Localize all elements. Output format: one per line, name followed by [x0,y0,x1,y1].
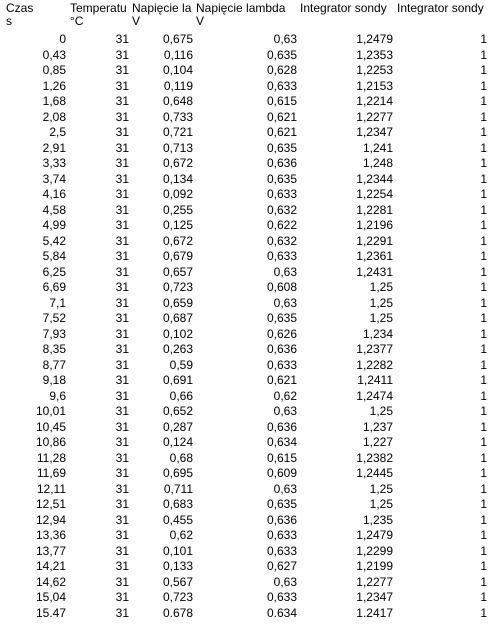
temperature-cell[interactable]: 31 [115,171,129,186]
voltage-la-cell[interactable]: 0,134 [162,171,193,186]
temperature-cell[interactable]: 31 [115,202,129,217]
temperature-cell[interactable]: 31 [115,32,129,46]
table-row [0,249,495,265]
temperature-cell[interactable]: 31 [115,357,129,372]
voltage-lambda-cell[interactable]: 0,615 [266,94,297,108]
voltage-lambda-cell[interactable]: 0,621 [266,125,297,139]
time-cell[interactable]: 11,69 [36,466,66,480]
table-row [0,373,495,389]
integrator-1-cell[interactable]: 1,2479 [356,528,393,542]
table-row [0,280,495,296]
voltage-lambda-cell[interactable]: 0,615 [266,450,297,465]
column-header-temperature-name: Temperatu [70,2,127,15]
integrator-2-cell[interactable]: 1 [480,47,487,62]
voltage-lambda-cell[interactable]: 0,635 [266,47,297,62]
voltage-lambda-cell[interactable]: 0,635 [266,140,297,155]
integrator-1-cell[interactable]: 1,25 [369,280,393,294]
voltage-lambda-cell[interactable]: 0,636 [266,156,297,170]
voltage-lambda-cell[interactable]: 0,634 [266,435,297,449]
integrator-1-cell[interactable]: 1,2253 [356,63,393,77]
table-row [0,513,495,529]
integrator-2-cell[interactable]: 1 [480,404,487,418]
time-cell[interactable]: 12,51 [35,497,66,511]
voltage-la-cell[interactable]: 0,125 [162,218,193,232]
column-header-voltage-lambda-unit: V [196,14,205,28]
temperature-cell[interactable]: 31 [115,233,129,248]
voltage-lambda-cell[interactable]: 0,633 [266,357,297,372]
table-row [0,497,495,513]
voltage-la-cell[interactable]: 0,672 [162,156,193,170]
voltage-la-cell[interactable]: 0,683 [162,497,193,511]
integrator-1-cell[interactable]: 1,2153 [356,78,393,93]
voltage-la-cell[interactable]: 0,119 [163,78,193,93]
integrator-1-cell[interactable]: 1.2417 [356,605,393,620]
voltage-lambda-cell[interactable]: 0,635 [266,311,297,325]
table-row [0,48,495,64]
time-cell[interactable]: 9,18 [42,373,66,387]
table-row [0,203,495,219]
voltage-lambda-cell[interactable]: 0,608 [266,280,297,294]
temperature-cell[interactable]: 31 [115,419,129,434]
voltage-la-cell[interactable]: 0,691 [162,373,193,387]
voltage-lambda-cell[interactable]: 0,633 [266,543,297,558]
integrator-1-cell[interactable]: 1,234 [362,326,393,341]
voltage-la-cell[interactable]: 0,711 [163,481,193,496]
table-row [0,79,495,95]
integrator-2-cell[interactable]: 1 [480,280,487,294]
time-cell[interactable]: 13,36 [35,528,66,542]
integrator-1-cell[interactable]: 1,2199 [356,559,393,573]
time-cell[interactable]: 14,62 [35,574,66,589]
voltage-la-cell[interactable]: 0,287 [162,419,193,434]
voltage-la-cell[interactable]: 0,675 [162,32,193,46]
table-row [0,590,495,606]
temperature-cell[interactable]: 31 [115,388,129,403]
voltage-lambda-cell[interactable]: 0,636 [266,419,297,434]
integrator-2-cell[interactable]: 1 [480,187,487,201]
integrator-2-cell[interactable]: 1 [480,466,487,480]
time-cell[interactable]: 12,11 [36,481,66,496]
voltage-la-cell[interactable]: 0,723 [162,280,193,294]
column-header-integrator-2-name: Integrator sondy [397,2,484,15]
temperature-cell[interactable]: 31 [115,543,129,558]
voltage-lambda-cell[interactable]: 0,622 [266,218,297,232]
voltage-la-cell[interactable]: 0,092 [162,187,193,201]
integrator-1-cell[interactable]: 1,227 [362,435,393,449]
integrator-2-cell[interactable]: 1 [480,140,487,155]
voltage-lambda-cell[interactable]: 0,636 [266,342,297,356]
time-cell[interactable]: 15.47 [35,605,66,620]
voltage-la-cell[interactable]: 0,133 [162,559,193,573]
voltage-lambda-cell[interactable]: 0,63 [273,32,297,46]
voltage-la-cell[interactable]: 0,652 [162,404,193,418]
integrator-1-cell[interactable]: 1,248 [362,156,393,170]
integrator-2-cell[interactable]: 1 [480,32,487,46]
voltage-lambda-cell[interactable]: 0,63 [273,481,297,496]
voltage-la-cell[interactable]: 0,695 [162,466,193,480]
time-cell[interactable]: 10,01 [35,404,66,418]
table-row [0,296,495,312]
time-cell[interactable]: 0 [59,32,66,46]
integrator-1-cell[interactable]: 1,2254 [356,187,393,201]
voltage-la-cell[interactable]: 0,657 [162,264,193,279]
integrator-2-cell[interactable]: 1 [480,559,487,573]
integrator-2-cell[interactable]: 1 [480,373,487,387]
table-row [0,125,495,141]
time-cell[interactable]: 4,16 [42,187,66,201]
voltage-la-cell[interactable]: 0,263 [162,342,193,356]
table-row [0,342,495,358]
voltage-la-cell[interactable]: 0,672 [162,233,193,248]
table-row [0,358,495,374]
voltage-la-cell[interactable]: 0,648 [162,94,193,108]
integrator-2-cell[interactable]: 1 [480,497,487,511]
temperature-cell[interactable]: 31 [115,528,129,542]
voltage-la-cell[interactable]: 0,455 [162,512,193,527]
integrator-2-cell[interactable]: 1 [480,109,487,124]
table-row [0,32,495,48]
integrator-2-cell[interactable]: 1 [480,419,487,434]
voltage-la-cell[interactable]: 0,66 [169,388,193,403]
time-cell[interactable]: 6,25 [42,264,66,279]
time-cell[interactable]: 1,26 [42,78,66,93]
time-cell[interactable]: 10,45 [35,419,66,434]
integrator-1-cell[interactable]: 1,25 [369,481,393,496]
integrator-1-cell[interactable]: 1,2479 [356,32,393,46]
integrator-1-cell[interactable]: 1,2347 [356,125,393,139]
table-row [0,451,495,467]
integrator-2-cell[interactable]: 1 [480,218,487,232]
voltage-la-cell[interactable]: 0,68 [169,450,193,465]
integrator-2-cell[interactable]: 1 [480,342,487,356]
voltage-lambda-cell[interactable]: 0,63 [273,295,297,310]
integrator-2-cell[interactable]: 1 [480,450,487,465]
time-cell[interactable]: 2,91 [42,140,66,155]
integrator-2-cell[interactable]: 1 [480,512,487,527]
integrator-1-cell[interactable]: 1,2445 [356,466,393,480]
integrator-1-cell[interactable]: 1,2214 [356,94,393,108]
table-row [0,606,495,622]
table-row [0,420,495,436]
integrator-1-cell[interactable]: 1,2382 [356,450,393,465]
temperature-cell[interactable]: 31 [115,590,129,604]
temperature-cell[interactable]: 31 [115,605,129,620]
voltage-lambda-cell[interactable]: 0,633 [266,528,297,542]
time-cell[interactable]: 4,58 [42,202,66,217]
time-cell[interactable]: 7,1 [49,295,66,310]
voltage-lambda-cell[interactable]: 0,627 [266,559,297,573]
table-row [0,544,495,560]
voltage-lambda-cell[interactable]: 0,633 [266,249,297,263]
column-header-time-unit: s [6,14,12,28]
table-row [0,141,495,157]
temperature-cell[interactable]: 31 [115,249,129,263]
integrator-2-cell[interactable]: 1 [480,94,487,108]
table-row [0,110,495,126]
column-header-temperature-unit: °C [70,14,84,28]
temperature-cell[interactable]: 31 [115,404,129,418]
time-cell[interactable]: 2,08 [42,109,66,124]
voltage-lambda-cell[interactable]: 0,63 [273,574,297,589]
column-header-voltage-lambda[interactable] [196,2,298,30]
integrator-1-cell[interactable]: 1,237 [362,419,393,434]
time-cell[interactable]: 7,52 [42,311,66,325]
integrator-2-cell[interactable]: 1 [480,156,487,170]
voltage-lambda-cell[interactable]: 0,63 [273,404,297,418]
table-row [0,187,495,203]
integrator-2-cell[interactable]: 1 [480,528,487,542]
table-row [0,327,495,343]
integrator-1-cell[interactable]: 1,2282 [356,357,393,372]
time-cell[interactable]: 10,86 [35,435,66,449]
temperature-cell[interactable]: 31 [115,574,129,589]
temperature-cell[interactable]: 31 [115,140,129,155]
column-header-time-name: Czas [6,2,34,15]
integrator-1-cell[interactable]: 1,2431 [356,264,393,279]
voltage-la-cell[interactable]: 0,124 [162,435,193,449]
time-cell[interactable]: 8,77 [42,357,66,372]
temperature-cell[interactable]: 31 [115,326,129,341]
integrator-2-cell[interactable]: 1 [480,202,487,217]
time-cell[interactable]: 0,43 [42,47,66,62]
table-row [0,575,495,591]
integrator-1-cell[interactable]: 1,25 [369,295,393,310]
temperature-cell[interactable]: 31 [115,47,129,62]
temperature-cell[interactable]: 31 [115,156,129,170]
integrator-2-cell[interactable]: 1 [480,78,487,93]
temperature-cell[interactable]: 31 [115,280,129,294]
temperature-cell[interactable]: 31 [115,94,129,108]
voltage-la-cell[interactable]: 0,687 [162,311,193,325]
voltage-la-cell[interactable]: 0,59 [169,357,193,372]
temperature-cell[interactable]: 31 [115,450,129,465]
temperature-cell[interactable]: 31 [115,497,129,511]
column-header-integrator-1[interactable] [300,2,395,30]
table-row [0,218,495,234]
temperature-cell[interactable]: 31 [115,295,129,310]
temperature-cell[interactable]: 31 [115,342,129,356]
time-cell[interactable]: 13,77 [35,543,66,558]
voltage-lambda-cell[interactable]: 0,633 [266,590,297,604]
voltage-lambda-cell[interactable]: 0,62 [273,388,297,403]
time-cell[interactable]: 12,94 [35,512,66,527]
table-row [0,482,495,498]
integrator-1-cell[interactable]: 1,25 [369,497,393,511]
table-row [0,389,495,405]
integrator-2-cell[interactable]: 1 [480,249,487,263]
integrator-1-cell[interactable]: 1,2474 [356,388,393,403]
time-cell[interactable]: 5,42 [42,233,66,248]
temperature-cell[interactable]: 31 [115,125,129,139]
voltage-lambda-cell[interactable]: 0,632 [266,202,297,217]
table-row [0,404,495,420]
time-cell[interactable]: 2,5 [49,125,66,139]
table-row [0,234,495,250]
integrator-1-cell[interactable]: 1,2291 [356,233,393,248]
voltage-la-cell[interactable]: 0,659 [162,295,193,310]
voltage-lambda-cell[interactable]: 0,633 [266,187,297,201]
temperature-cell[interactable]: 31 [115,373,129,387]
integrator-2-cell[interactable]: 1 [480,435,487,449]
integrator-2-cell[interactable]: 1 [480,326,487,341]
table-row [0,172,495,188]
column-header-time[interactable] [6,2,66,30]
temperature-cell[interactable]: 31 [115,187,129,201]
voltage-lambda-cell[interactable]: 0,621 [266,373,297,387]
time-cell[interactable]: 5,84 [42,249,66,263]
voltage-la-cell[interactable]: 0,255 [162,202,193,217]
temperature-cell[interactable]: 31 [115,264,129,279]
integrator-1-cell[interactable]: 1,2277 [356,574,393,589]
column-header-temperature[interactable] [70,2,130,30]
time-cell[interactable]: 14,21 [35,559,66,573]
time-cell[interactable]: 3,33 [42,156,66,170]
time-cell[interactable]: 15,04 [35,590,66,604]
integrator-2-cell[interactable]: 1 [480,543,487,558]
temperature-cell[interactable]: 31 [115,218,129,232]
voltage-lambda-cell[interactable]: 0,633 [266,78,297,93]
voltage-la-cell[interactable]: 0,62 [169,528,193,542]
table-row [0,63,495,79]
integrator-1-cell[interactable]: 1,2361 [356,249,393,263]
voltage-lambda-cell[interactable]: 0,621 [266,109,297,124]
integrator-1-cell[interactable]: 1,241 [362,140,393,155]
table-row [0,156,495,172]
integrator-1-cell[interactable]: 1,2411 [357,373,393,387]
time-cell[interactable]: 1,68 [42,94,66,108]
temperature-cell[interactable]: 31 [115,512,129,527]
integrator-2-cell[interactable]: 1 [480,388,487,403]
voltage-la-cell[interactable]: 0,721 [162,125,193,139]
time-cell[interactable]: 3,74 [42,171,66,186]
temperature-cell[interactable]: 31 [115,481,129,496]
table-row [0,265,495,281]
integrator-2-cell[interactable]: 1 [480,605,487,620]
integrator-1-cell[interactable]: 1,2353 [356,47,393,62]
integrator-1-cell[interactable]: 1,235 [362,512,393,527]
voltage-la-cell[interactable]: 0,104 [162,63,193,77]
voltage-lambda-cell[interactable]: 0.634 [266,605,297,620]
data-rows [0,32,495,621]
temperature-cell[interactable]: 31 [115,559,129,573]
table-row [0,435,495,451]
column-header-voltage-la-name: Napięcie la [132,2,192,15]
column-header-voltage-la[interactable] [132,2,194,30]
integrator-1-cell[interactable]: 1,25 [369,404,393,418]
integrator-1-cell[interactable]: 1,2281 [356,202,393,217]
integrator-2-cell[interactable]: 1 [480,233,487,248]
time-cell[interactable]: 9,6 [49,388,66,403]
integrator-2-cell[interactable]: 1 [480,590,487,604]
column-header-voltage-la-unit: V [132,14,141,28]
integrator-2-cell[interactable]: 1 [480,63,487,77]
integrator-2-cell[interactable]: 1 [480,481,487,496]
time-cell[interactable]: 11,28 [36,450,66,465]
table-row [0,466,495,482]
integrator-2-cell[interactable]: 1 [480,264,487,279]
voltage-la-cell[interactable]: 0,733 [162,109,193,124]
table-row [0,311,495,327]
integrator-2-cell[interactable]: 1 [480,171,487,186]
time-cell[interactable]: 7,93 [42,326,66,341]
integrator-2-cell[interactable]: 1 [480,574,487,589]
voltage-lambda-cell[interactable]: 0,632 [266,233,297,248]
time-cell[interactable]: 4,99 [42,218,66,232]
column-header-voltage-lambda-name: Napięcie lambda [196,2,286,15]
time-cell[interactable]: 6,69 [42,280,66,294]
integrator-2-cell[interactable]: 1 [480,357,487,372]
integrator-2-cell[interactable]: 1 [480,125,487,139]
temperature-cell[interactable]: 31 [115,435,129,449]
integrator-2-cell[interactable]: 1 [480,295,487,310]
voltage-la-cell[interactable]: 0.678 [162,605,193,620]
temperature-cell[interactable]: 31 [115,466,129,480]
integrator-2-cell[interactable]: 1 [480,311,487,325]
voltage-lambda-cell[interactable]: 0,626 [266,326,297,341]
table-row [0,94,495,110]
integrator-1-cell[interactable]: 1,2196 [356,218,393,232]
temperature-cell[interactable]: 31 [115,78,129,93]
voltage-lambda-cell[interactable]: 0,635 [266,171,297,186]
integrator-1-cell[interactable]: 1,2277 [356,109,393,124]
voltage-la-cell[interactable]: 0,713 [162,140,193,155]
voltage-la-cell[interactable]: 0,567 [162,574,193,589]
integrator-1-cell[interactable]: 1,2377 [356,342,393,356]
voltage-lambda-cell[interactable]: 0,628 [266,63,297,77]
integrator-1-cell[interactable]: 1,2299 [356,543,393,558]
voltage-la-cell[interactable]: 0,723 [162,590,193,604]
column-header-integrator-1-name: Integrator sondy [300,2,387,15]
column-header-integrator-2[interactable] [397,2,495,30]
integrator-1-cell[interactable]: 1,2344 [356,171,393,186]
table-row [0,559,495,575]
voltage-lambda-cell[interactable]: 0,635 [266,497,297,511]
temperature-cell[interactable]: 31 [115,109,129,124]
voltage-la-cell[interactable]: 0,116 [163,47,193,62]
temperature-cell[interactable]: 31 [115,63,129,77]
voltage-la-cell[interactable]: 0,102 [162,326,193,341]
voltage-lambda-cell[interactable]: 0,609 [266,466,297,480]
time-cell[interactable]: 0,85 [42,63,66,77]
integrator-1-cell[interactable]: 1,25 [369,311,393,325]
voltage-la-cell[interactable]: 0,679 [162,249,193,263]
voltage-lambda-cell[interactable]: 0,636 [266,512,297,527]
time-cell[interactable]: 8,35 [42,342,66,356]
table-row [0,528,495,544]
temperature-cell[interactable]: 31 [115,311,129,325]
voltage-lambda-cell[interactable]: 0,63 [273,264,297,279]
integrator-1-cell[interactable]: 1,2347 [356,590,393,604]
voltage-la-cell[interactable]: 0,101 [162,543,193,558]
